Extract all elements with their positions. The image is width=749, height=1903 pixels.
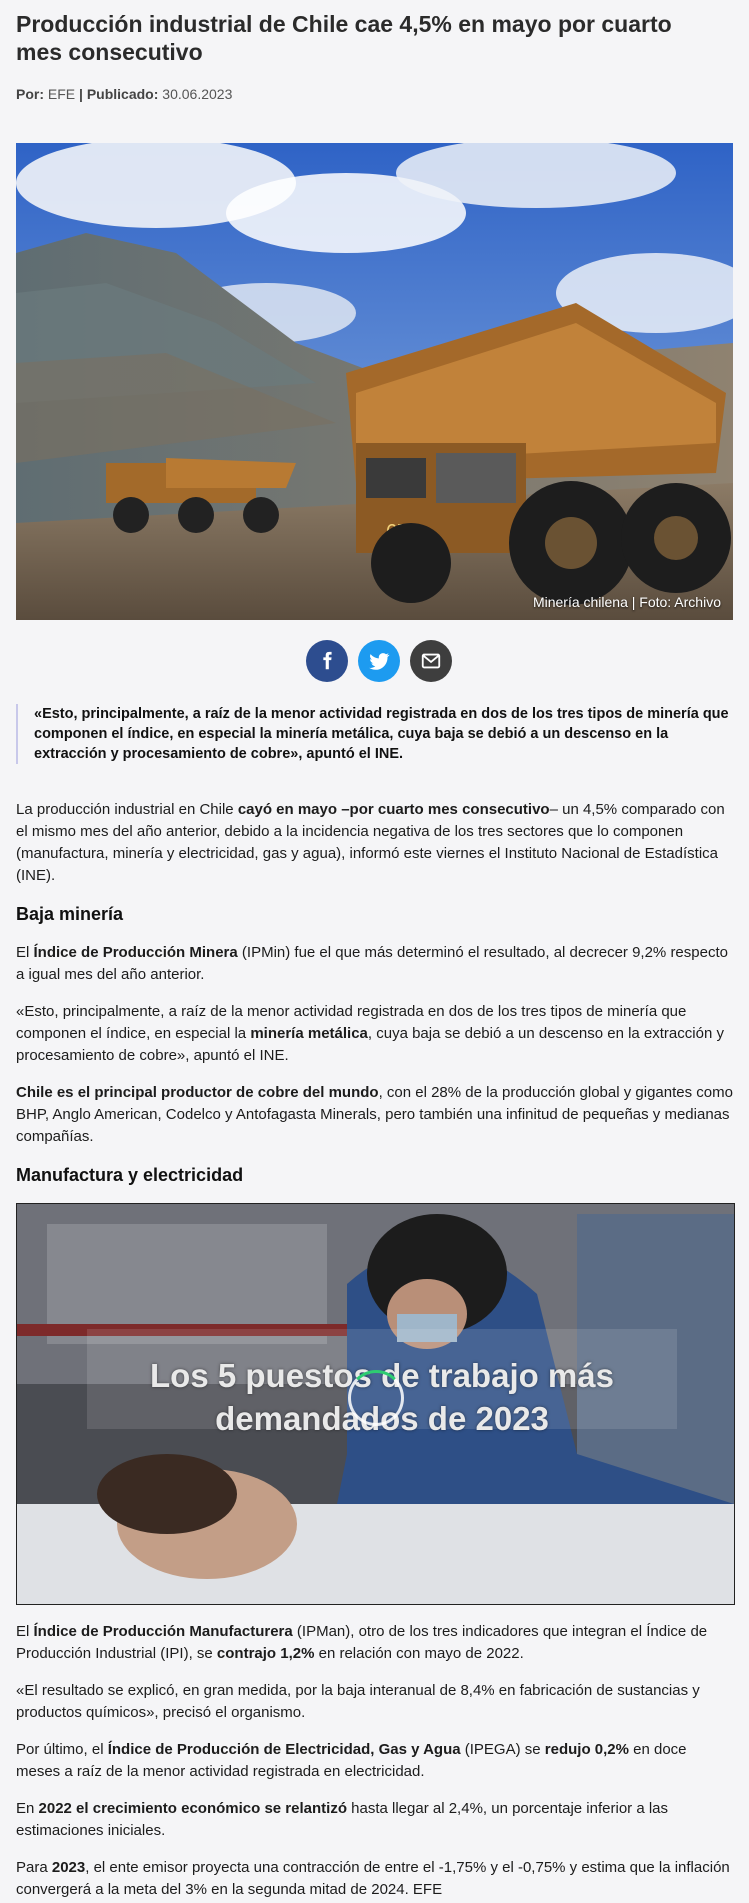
pull-quote: «Esto, principalmente, a raíz de la menor actividad registrada en dos de los tres tipos de minería que componen el índice, en especial la minería metálica, cuya baja se debió a un descenso en la extracción y procesamiento de cobre», apuntó el INE. bbox=[16, 704, 733, 764]
text-span: , cuya baja se debió a un descenso en la extracción y procesamiento de cobre», apuntó el INE. bbox=[16, 1025, 724, 1064]
text-span: «Esto, principalmente, a raíz de la menor actividad registrada en dos de los tres tipos de minería que componen el índice, en especial la bbox=[16, 1003, 687, 1042]
video-player[interactable] bbox=[16, 1203, 735, 1605]
image-caption: Minería chilena | Foto: Archivo bbox=[532, 594, 721, 610]
loading-spinner-icon bbox=[348, 1370, 404, 1426]
byline bbox=[16, 86, 733, 102]
text-span: hasta llegar al 2,4%, un porcentaje inferior a las estimaciones iniciales. bbox=[16, 1800, 669, 1839]
text-bold: 2023 bbox=[51, 1859, 86, 1876]
paragraph-2022 bbox=[16, 1798, 733, 1842]
byline-by-label: Por: bbox=[16, 86, 44, 102]
text-bold: Índice de Producción de Electricidad, Gas y Agua bbox=[107, 1741, 461, 1758]
section-heading-mineria: Baja minería bbox=[16, 904, 124, 924]
section-heading-manufactura: Manufactura y electricidad bbox=[16, 1165, 244, 1185]
text-span: Por último, el bbox=[16, 1741, 108, 1758]
text-span: en doce meses a raíz de la menor actividad registrada en electricidad. bbox=[16, 1741, 687, 1780]
article-title: Producción industrial de Chile cae 4,5% en mayo por cuarto mes consecutivo bbox=[16, 11, 672, 65]
text-span: En bbox=[16, 1800, 39, 1817]
text-span: El bbox=[16, 1623, 34, 1640]
text-span: , con el 28% de la producción global y gigantes como BHP, Anglo American, Codelco y Antofagasta Minerals, pero también una infinitud de pequeñas y medianas compañías. bbox=[16, 1084, 733, 1145]
mining-trucks-illustration bbox=[16, 143, 733, 620]
text-span: en relación con mayo de 2022. bbox=[314, 1645, 524, 1662]
paragraph-quimicos: «El resultado se explicó, en gran medida, por la baja interanual de 8,4% en fabricación de sustancias y productos químicos», precisó el organismo. bbox=[16, 1682, 700, 1721]
text-bold: Índice de Producción Manufacturera bbox=[33, 1623, 293, 1640]
text-bold: cayó en mayo –por cuarto mes consecutivo bbox=[237, 801, 550, 818]
video-title: Los 5 puestos de trabajo más demandados de 2023 bbox=[150, 1357, 614, 1437]
text-span: (IPEGA) se bbox=[460, 1741, 545, 1758]
email-icon bbox=[420, 650, 442, 672]
share-facebook-button[interactable] bbox=[306, 640, 348, 682]
paragraph-copper bbox=[16, 1082, 733, 1148]
share-bar bbox=[24, 640, 733, 682]
text-bold: redujo 0,2% bbox=[544, 1741, 629, 1758]
paragraph-ipega bbox=[16, 1739, 733, 1783]
text-span: El bbox=[16, 944, 34, 961]
text-span: – un 4,5% comparado con el mismo mes del año anterior, debido a la incidencia negativa de los tres sectores que lo componen (manufactura, minería y electricidad, gas y agua), informó este viernes el Instituto Nacional de Estadística (INE). bbox=[16, 801, 725, 884]
text-span: (IPMin) fue el que más determinó el resultado, al decrecer 9,2% respecto a igual mes del año anterior. bbox=[16, 944, 728, 983]
twitter-icon bbox=[367, 649, 391, 673]
text-bold: Índice de Producción Minera bbox=[33, 944, 238, 961]
byline-published-label: Publicado: bbox=[86, 86, 159, 102]
byline-author: EFE bbox=[47, 86, 76, 102]
text-span: , el ente emisor proyecta una contracción de entre el -1,75% y el -0,75% y estima que la inflación convergerá a la meta del 3% en la segunda mitad de 2024. EFE bbox=[16, 1859, 730, 1898]
text-span: (IPMan), otro de los tres indicadores que integran el Índice de Producción Industrial (IPI), se bbox=[16, 1623, 708, 1662]
text-span: La producción industrial en Chile bbox=[16, 801, 238, 818]
hero-image bbox=[16, 143, 733, 620]
text-span: Para bbox=[16, 1859, 52, 1876]
paragraph-ipmin bbox=[16, 942, 733, 986]
paragraph-intro bbox=[16, 799, 733, 887]
byline-date: 30.06.2023 bbox=[162, 86, 233, 102]
paragraph-2023 bbox=[16, 1857, 733, 1901]
text-bold: 2022 el crecimiento económico se relantizó bbox=[38, 1800, 347, 1817]
paragraph-ine-quote bbox=[16, 1001, 733, 1067]
share-email-button[interactable] bbox=[410, 640, 452, 682]
facebook-icon bbox=[316, 650, 338, 672]
text-bold: contrajo 1,2% bbox=[216, 1645, 315, 1662]
share-twitter-button[interactable] bbox=[358, 640, 400, 682]
text-bold: Chile es el principal productor de cobre del mundo bbox=[16, 1084, 379, 1101]
byline-separator: | bbox=[79, 86, 83, 102]
paragraph-ipman bbox=[16, 1621, 733, 1665]
text-bold: minería metálica bbox=[250, 1025, 368, 1042]
